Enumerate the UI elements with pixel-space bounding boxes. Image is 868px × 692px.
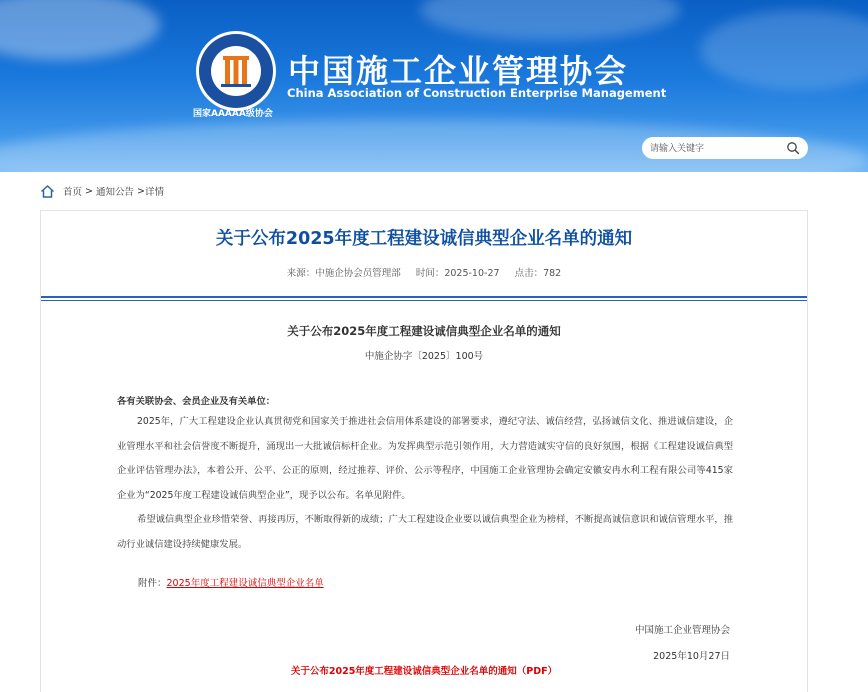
association-logo[interactable] (195, 30, 277, 112)
attachment-link[interactable]: 2025年度工程建设诚信典型企业名单 (166, 578, 324, 589)
divider (41, 300, 807, 301)
document-title: 关于公布2025年度工程建设诚信典型企业名单的通知 (287, 324, 561, 338)
divider (41, 296, 807, 298)
paragraph-2: 希望诚信典型企业珍惜荣誉、再接再厉，不断取得新的成绩；广大工程建设企业要以诚信典型企业为榜样，不断提高诚信意识和诚信管理水平，推动行业诚信建设持续健康发展。 (117, 514, 733, 550)
breadcrumb-notices[interactable]: 通知公告 (96, 187, 135, 198)
home-icon[interactable] (40, 184, 55, 199)
search-input[interactable] (648, 140, 782, 158)
article-title: 关于公布2025年度工程建设诚信典型企业名单的通知 (215, 229, 633, 249)
banner-cloud (0, 0, 160, 60)
article-clicks: 点击：782 (514, 268, 562, 279)
breadcrumb (40, 182, 164, 200)
attachment-label: 附件： (138, 578, 167, 589)
search-box (642, 137, 808, 159)
banner-cloud (420, 0, 680, 40)
breadcrumb-separator: > (134, 185, 146, 197)
signature: 中国施工企业管理协会 (634, 625, 730, 636)
pdf-link[interactable]: 关于公布2025年度工程建设诚信典型企业名单的通知（PDF） (290, 666, 558, 677)
header-banner (0, 0, 868, 172)
document-number: 中施企协字〔2025〕100号 (364, 351, 484, 362)
breadcrumb-current: 详情 (145, 187, 165, 198)
salutation: 各有关联协会、会员企业及有关单位： (117, 396, 276, 407)
article-source: 来源：中施企协会员管理部 (286, 268, 401, 279)
paragraph-1: 2025年，广大工程建设企业认真贯彻党和国家关于推进社会信用体系建设的部署要求，遵纪守法、诚信经营，弘扬诚信文化、推进诚信建设，企业管理水平和社会信誉度不断提升，涌现出一大批诚信标杆企业。为发挥典型示范引领作用，大力营造诚实守信的良好氛围，根据《工程建设诚信典型企业评估管理办法》，本着公开、公平、公正的原则，经过推荐、评价、公示等程序，中国施工企业管理协会确定安徽安冉水利工程有限公司等415家企业为“2025年度工程建设诚信典型企业”，现予以公布。名单见附件。 (117, 416, 733, 501)
org-name-cn: 中国施工企业管理协会 (288, 52, 629, 90)
search-icon[interactable] (786, 141, 800, 155)
article-card (40, 210, 808, 692)
article-meta (41, 265, 807, 279)
attachment (138, 575, 324, 589)
grade-tag: 国家AAAAA级协会 (193, 109, 273, 119)
article-time: 时间：2025-10-27 (415, 268, 500, 279)
banner-cloud (700, 10, 868, 90)
issue-date: 2025年10月27日 (653, 651, 730, 662)
breadcrumb-home[interactable]: 首页 (63, 187, 83, 198)
breadcrumb-separator: > (82, 185, 97, 197)
org-name-en: China Association of Construction Enterprise Management (287, 86, 667, 100)
